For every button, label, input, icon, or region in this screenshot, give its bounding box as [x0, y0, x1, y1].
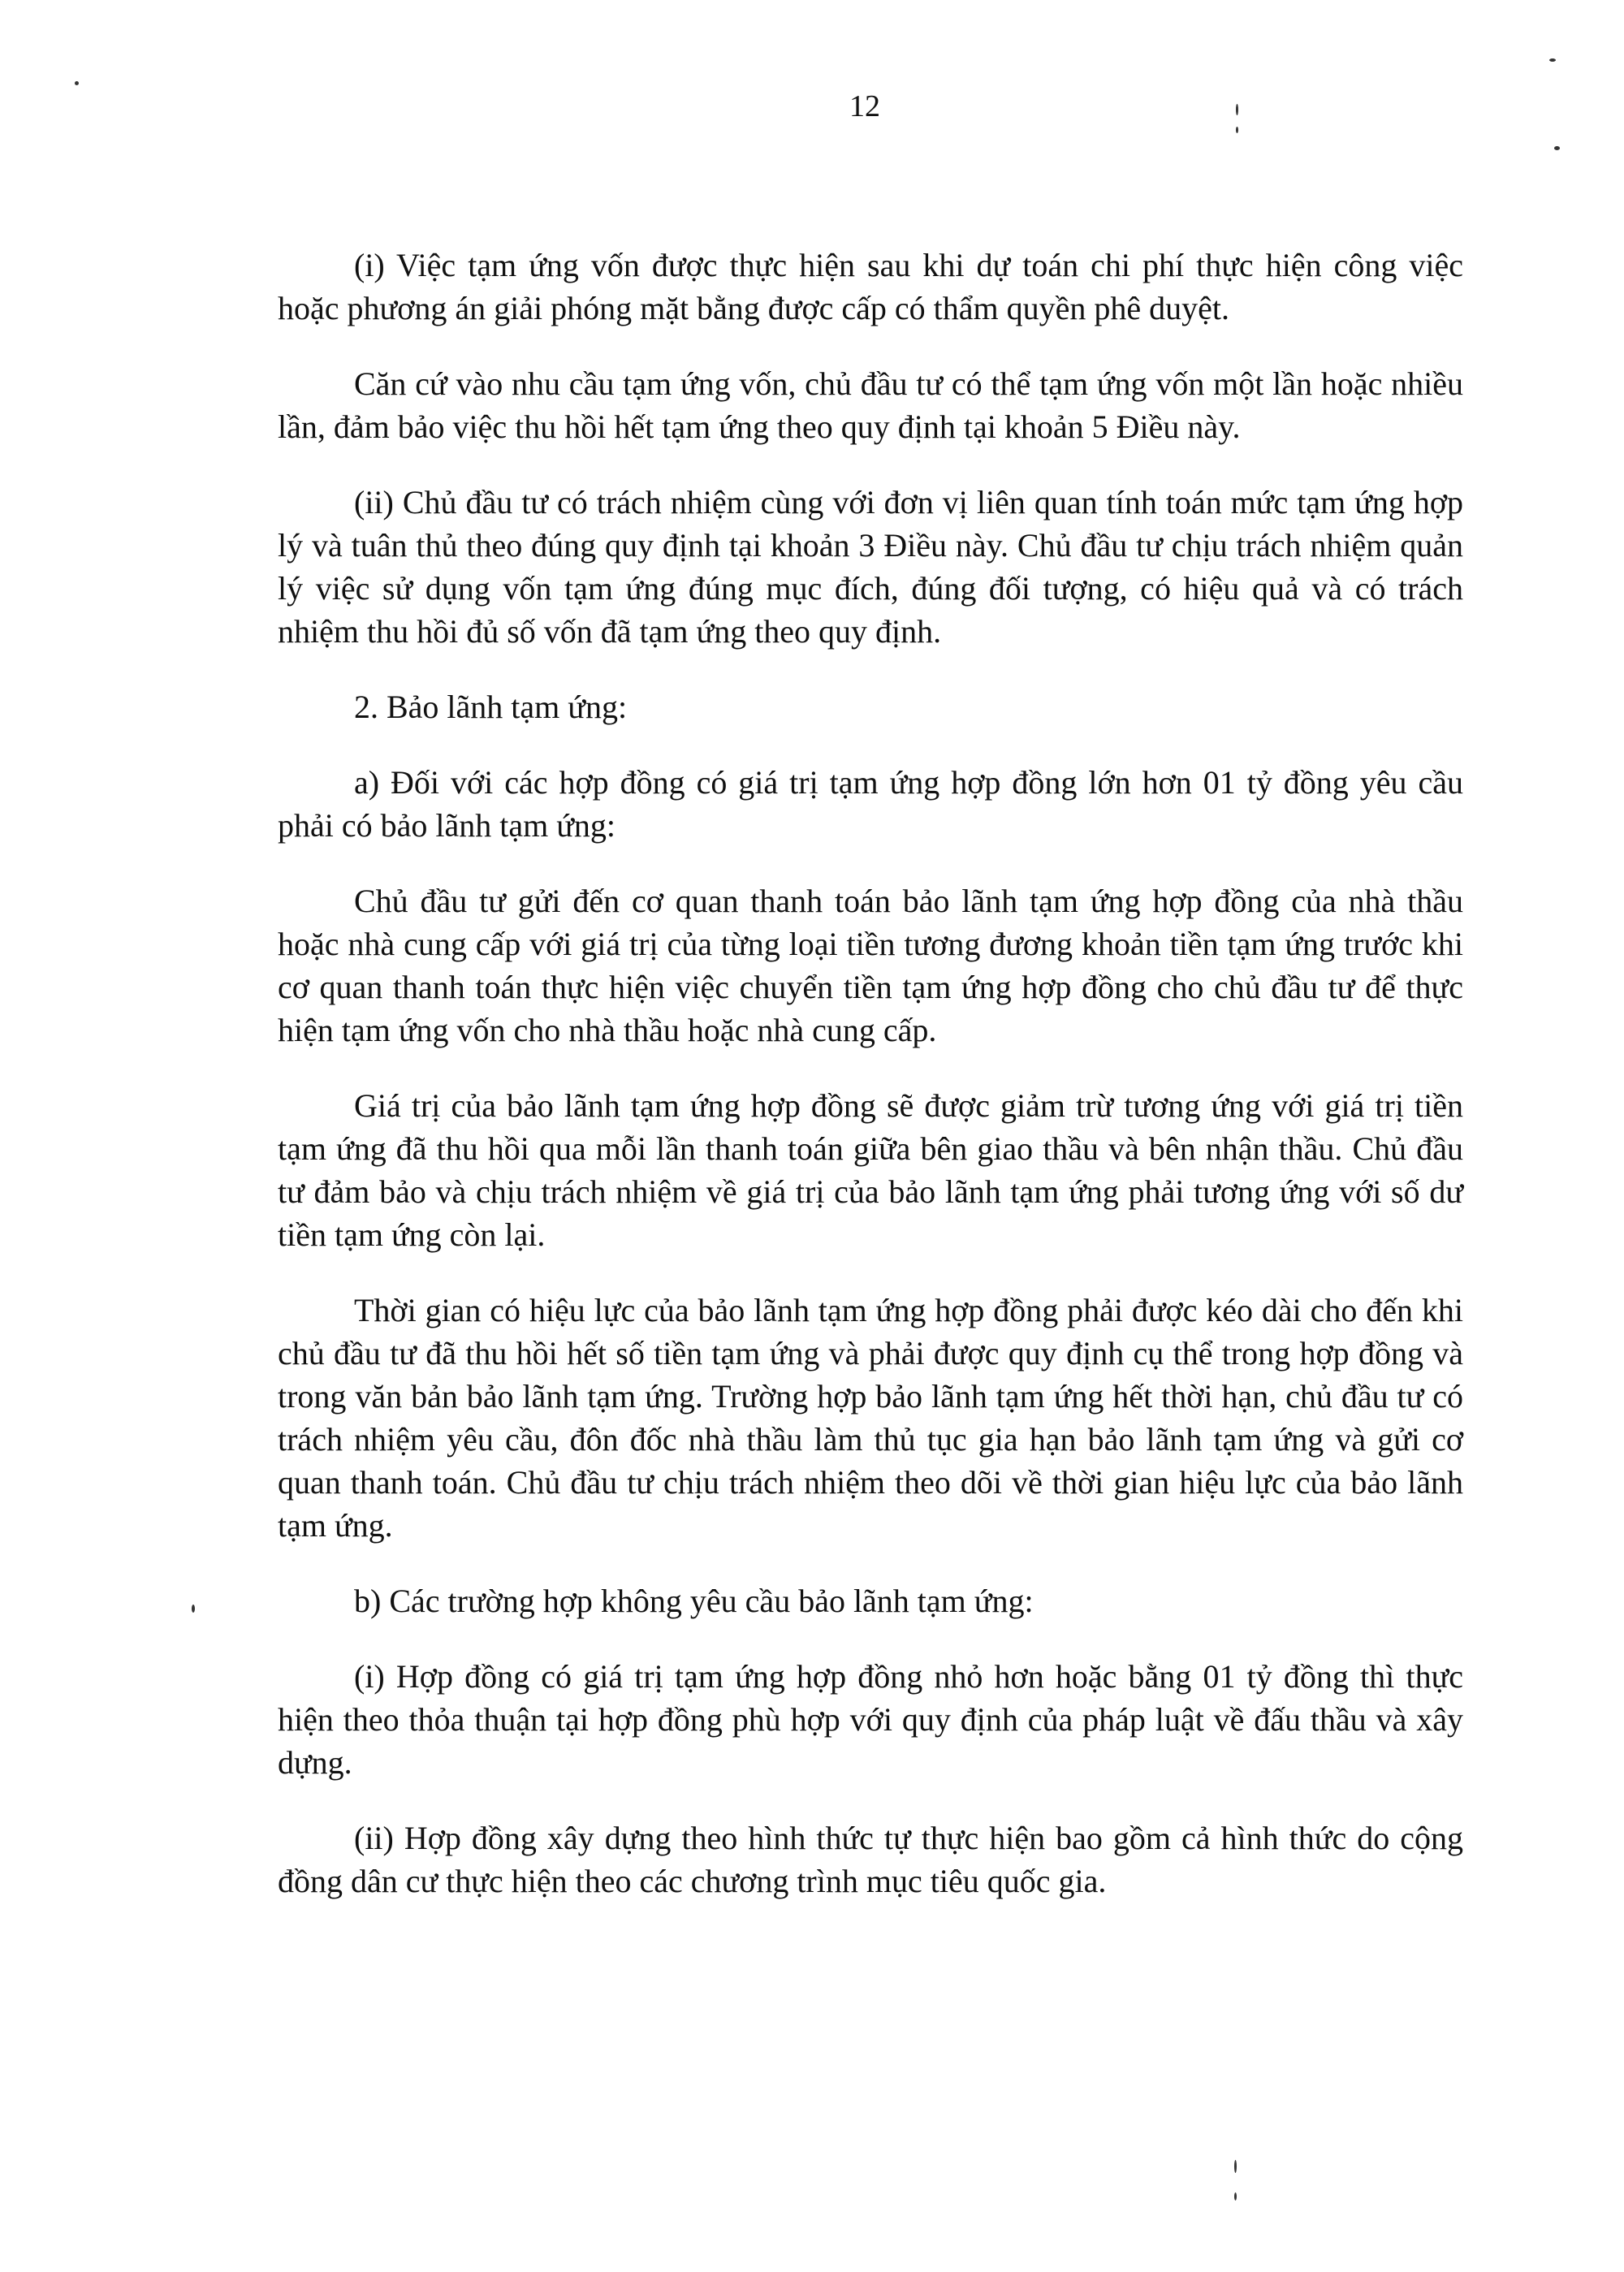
scan-speck: [75, 81, 79, 85]
paragraph-small-contract: (i) Hợp đồng có giá trị tạm ứng hợp đồng nhỏ hơn hoặc bằng 01 tỷ đồng thì thực hiện theo thỏa thuận tại hợp đồng phù hợp với quy định của pháp luật về đấu thầu và xây dựng.: [278, 1658, 1463, 1781]
paragraph-self-implementation: (ii) Hợp đồng xây dựng theo hình thức tự thực hiện bao gồm cả hình thức do cộng đồng dân cư thực hiện theo các chương trình mục tiêu quốc gia.: [278, 1820, 1463, 1899]
scan-speck: [1234, 2192, 1237, 2201]
paragraph-investor-responsibility: (ii) Chủ đầu tư có trách nhiệm cùng với đơn vị liên quan tính toán mức tạm ứng hợp lý và tuân thủ theo đúng quy định tại khoản 3 Điều này. Chủ đầu tư chịu trách nhiệm quản lý việc sử dụng vốn tạm ứng đúng mục đích, đúng đối tượng, có hiệu quả và có trách nhiệm thu hồi đủ số vốn đã tạm ứng theo quy định.: [278, 484, 1463, 650]
paragraph-guarantee-value: Giá trị của bảo lãnh tạm ứng hợp đồng sẽ được giảm trừ tương ứng với giá trị tiền tạm ứng đã thu hồi qua mỗi lần thanh toán giữa bên giao thầu và bên nhận thầu. Chủ đầu tư đảm bảo và chịu trách nhiệm về giá trị của bảo lãnh tạm ứng phải tương ứng với số dư tiền tạm ứng còn lại.: [278, 1087, 1463, 1253]
scan-speck: [1236, 127, 1238, 133]
paragraph-guarantee-validity: Thời gian có hiệu lực của bảo lãnh tạm ứng hợp đồng phải được kéo dài cho đến khi chủ đầu tư đã thu hồi hết số tiền tạm ứng và phải được quy định cụ thể trong hợp đồng và trong văn bản bảo lãnh tạm ứng. Trường hợp bảo lãnh tạm ứng hết thời hạn, chủ đầu tư có trách nhiệm yêu cầu, đôn đốc nhà thầu làm thủ tục gia hạn bảo lãnh tạm ứng và gửi cơ quan thanh toán. Chủ đầu tư chịu trách nhiệm theo dõi về thời gian hiệu lực của bảo lãnh tạm ứng.: [278, 1292, 1463, 1544]
paragraph-guarantee-required: a) Đối với các hợp đồng có giá trị tạm ứng hợp đồng lớn hơn 01 tỷ đồng yêu cầu phải có bảo lãnh tạm ứng:: [278, 764, 1463, 844]
scan-speck: [192, 1605, 195, 1613]
paragraph-no-guarantee-cases: b) Các trường hợp không yêu cầu bảo lãnh tạm ứng:: [354, 1583, 1034, 1619]
scan-speck: [1234, 2160, 1237, 2173]
scan-speck: [1554, 146, 1560, 150]
paragraph-advance-disbursement-condition: (i) Việc tạm ứng vốn được thực hiện sau khi dự toán chi phí thực hiện công việc hoặc phương án giải phóng mặt bằng được cấp có thẩm quyền phê duyệt.: [278, 247, 1463, 326]
paragraph-advance-frequency: Căn cứ vào nhu cầu tạm ứng vốn, chủ đầu tư có thể tạm ứng vốn một lần hoặc nhiều lần, đảm bảo việc thu hồi hết tạm ứng theo quy định tại khoản 5 Điều này.: [278, 365, 1463, 445]
scan-speck: [1549, 58, 1556, 62]
scan-speck: [1236, 104, 1238, 115]
page-number: 12: [849, 89, 880, 123]
paragraph-guarantee-submission: Chủ đầu tư gửi đến cơ quan thanh toán bảo lãnh tạm ứng hợp đồng của nhà thầu hoặc nhà cung cấp với giá trị của từng loại tiền tương đương khoản tiền tạm ứng trước khi cơ quan thanh toán thực hiện việc chuyển tiền tạm ứng hợp đồng cho chủ đầu tư để thực hiện tạm ứng vốn cho nhà thầu hoặc nhà cung cấp.: [278, 883, 1463, 1048]
document-body: [278, 244, 1463, 1935]
section-heading-advance-guarantee: 2. Bảo lãnh tạm ứng:: [354, 689, 628, 725]
